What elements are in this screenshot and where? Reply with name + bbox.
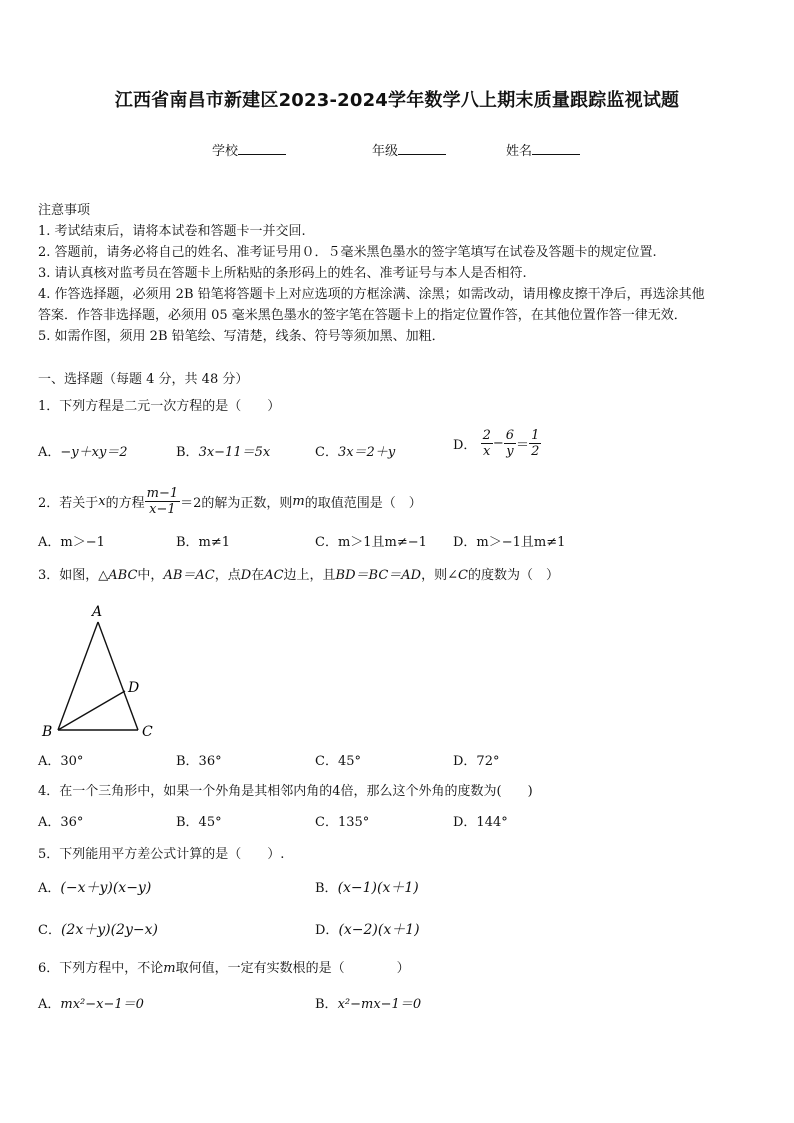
variable-x: x xyxy=(98,494,106,509)
question-6-stem xyxy=(38,957,410,976)
option-expression: (2x＋y)(2y−x) xyxy=(60,922,158,938)
stem-text: 2．若关于 xyxy=(38,496,99,511)
option-label: B． xyxy=(315,997,338,1012)
school-field xyxy=(212,140,286,159)
equals-sign: ＝ xyxy=(516,438,530,453)
variable-m: m xyxy=(163,961,176,976)
grade-label: 年级 xyxy=(372,144,399,159)
option-expression: (x−1)(x＋1) xyxy=(337,880,419,896)
stem-text: 的取值范围是（ ） xyxy=(304,496,422,511)
fraction: $\frac{2}{x}$ xyxy=(482,428,491,459)
name-label: 姓名 xyxy=(506,144,533,159)
option-label: B． xyxy=(176,445,199,460)
question-1-option-a xyxy=(38,441,128,460)
option-label: A． xyxy=(38,445,61,460)
fraction: $\frac{6}{y}$ xyxy=(505,428,515,459)
question-5-stem: 5．下列能用平方差公式计算的是（ ）. xyxy=(38,847,285,862)
option-expression: x²−mx−1＝0 xyxy=(337,997,422,1012)
question-2-stem xyxy=(38,486,422,517)
question-2-option-d: D．m＞−1且m≠1 xyxy=(453,535,566,550)
question-3-option-b: B．36° xyxy=(176,754,222,769)
question-3-option-d: D．72° xyxy=(453,754,500,769)
vertex-label-d: D xyxy=(128,680,140,696)
question-4-option-b: B．45° xyxy=(176,815,222,830)
stem-text: ＝2的解为正数，则 xyxy=(180,496,293,511)
school-blank xyxy=(238,142,286,155)
question-1-option-d xyxy=(453,428,541,459)
option-expression: (x−2)(x＋1) xyxy=(338,922,420,938)
option-label: D． xyxy=(315,923,339,938)
notice-item: 5. 如需作图，须用 2B 铅笔绘、写清楚，线条、符号等须加黑、加粗． xyxy=(38,329,445,344)
option-label: C． xyxy=(38,923,61,938)
question-6-option-b xyxy=(315,993,421,1012)
question-4-option-a: A．36° xyxy=(38,815,84,830)
notice-heading: 注意事项 xyxy=(38,203,91,218)
name-blank xyxy=(532,142,580,155)
notice-item: 答案．作答非选择题，必须用 05 毫米黑色墨水的签字笔在答题卡上的指定位置作答，在其他位置作答一律无效． xyxy=(38,308,687,323)
page-title: 江西省南昌市新建区2023-2024学年数学八上期末质量跟踪监视试题 xyxy=(114,90,680,111)
fraction: $\frac{1}{2}$ xyxy=(531,428,540,459)
question-4-option-c: C．135° xyxy=(315,815,370,830)
option-expression: (−x＋y)(x−y) xyxy=(60,880,152,896)
option-label: A． xyxy=(38,997,61,1012)
question-3-option-c: C．45° xyxy=(315,754,361,769)
option-expression: mx²−x−1＝0 xyxy=(60,997,144,1012)
question-2-option-a: A．m＞−1 xyxy=(38,535,105,550)
option-expression: −y＋xy＝2 xyxy=(60,445,128,460)
name-field xyxy=(506,140,580,159)
vertex-label-c: C xyxy=(142,724,153,740)
question-1-option-c xyxy=(315,441,395,460)
vertex-label-b: B xyxy=(42,724,53,740)
side-ab xyxy=(58,622,98,730)
notice-block xyxy=(38,200,705,347)
option-label: D． xyxy=(453,438,477,453)
stem-text: 6．下列方程中，不论 xyxy=(38,961,164,976)
question-2-option-b: B．m≠1 xyxy=(176,535,231,550)
question-3-stem: 3．如图，△ABC中，AB＝AC，点D在AC边上，且BD＝BC＝AD，则∠C的度数为（ ） xyxy=(38,568,559,583)
question-5-option-a xyxy=(38,877,151,897)
question-4-option-d: D．144° xyxy=(453,815,508,830)
question-5-option-c xyxy=(38,919,158,939)
question-3-option-a: A．30° xyxy=(38,754,84,769)
notice-item: 4. 作答选择题，必须用 2B 铅笔将答题卡上对应选项的方框涂满、涂黑；如需改动，请用橡皮擦干净后，再选涂其他 xyxy=(38,287,705,302)
question-1-stem: 1．下列方程是二元一次方程的是（ ） xyxy=(38,399,281,414)
question-2-option-c: C．m＞1且m≠−1 xyxy=(315,535,427,550)
stem-text: 取何值，一定有实数根的是（ ） xyxy=(175,961,410,976)
question-5-option-b xyxy=(315,877,419,897)
segment-bd xyxy=(58,691,125,730)
vertex-label-a: A xyxy=(92,604,103,620)
minus-sign: − xyxy=(492,436,504,451)
question-6-option-a xyxy=(38,993,144,1012)
option-expression: 3x−11＝5x xyxy=(198,445,271,460)
grade-field xyxy=(372,140,446,159)
triangle-figure xyxy=(38,600,168,745)
notice-item: 2. 答题前，请务必将自己的姓名、准考证号用０．５毫米黑色墨水的签字笔填写在试卷及答题卡的规定位置. xyxy=(38,245,657,260)
question-5-option-d xyxy=(315,919,420,939)
side-ac xyxy=(98,622,138,730)
stem-text: 的方程 xyxy=(105,496,145,511)
fraction: $\frac{m-1}{x-1}$ xyxy=(146,486,179,517)
school-label: 学校 xyxy=(212,144,239,159)
variable-m: m xyxy=(292,494,305,509)
option-label: C． xyxy=(315,445,338,460)
section-heading: 一、选择题（每题 4 分，共 48 分） xyxy=(38,372,249,387)
option-label: A． xyxy=(38,881,61,896)
notice-item: 3. 请认真核对监考员在答题卡上所粘贴的条形码上的姓名、准考证号与本人是否相符. xyxy=(38,266,527,281)
question-4-stem: 4．在一个三角形中，如果一个外角是其相邻内角的4倍，那么这个外角的度数为( ) xyxy=(38,784,533,799)
option-expression: 3x＝2＋y xyxy=(337,445,396,460)
question-1-option-b xyxy=(176,441,270,460)
option-label: B． xyxy=(315,881,338,896)
notice-item: 1. 考试结束后，请将本试卷和答题卡一并交回. xyxy=(38,224,306,239)
grade-blank xyxy=(398,142,446,155)
